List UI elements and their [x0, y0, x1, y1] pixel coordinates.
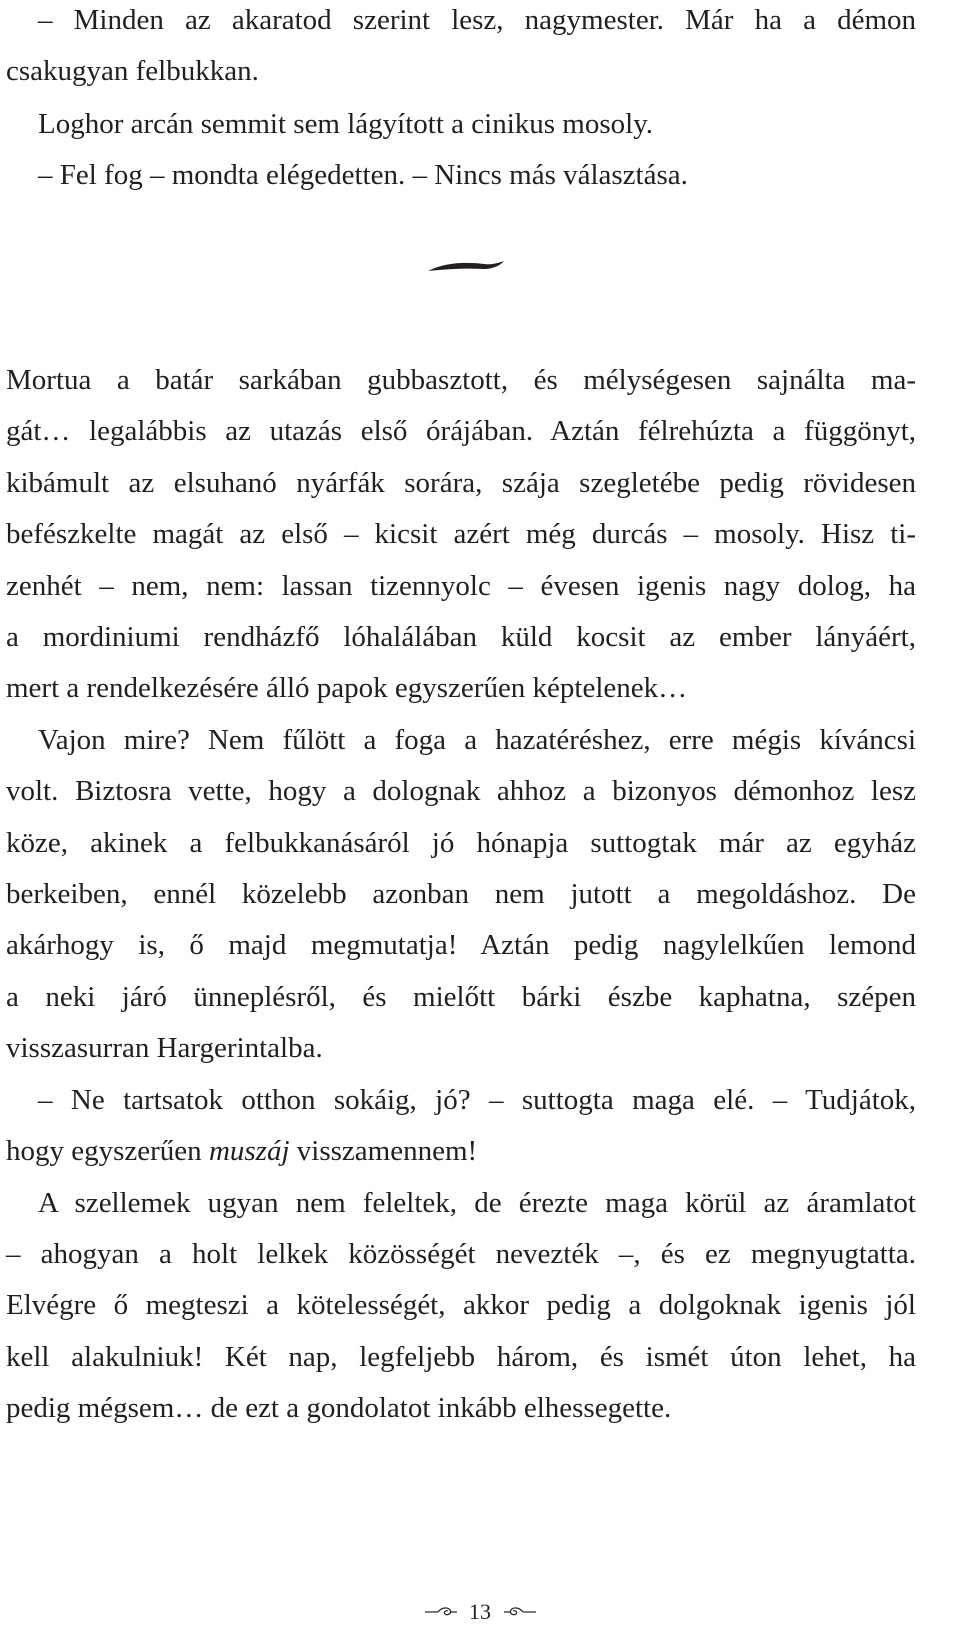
text-line: kell alakulniuk! Két nap, legfeljebb három, és ismét úton lehet, ha [6, 1341, 916, 1373]
text-line [6, 1131, 916, 1171]
text-line: berkeiben, ennél közelebb azonban nem jutott a megoldáshoz. De [6, 878, 916, 910]
text-line: Elvégre ő megteszi a kötelességét, akkor pedig a dolgoknak igenis jól [6, 1289, 916, 1321]
text-line: kibámult az elsuhanó nyárfák sorára, szája szegletébe pedig rövidesen [6, 467, 916, 499]
text-line: Loghor arcán semmit sem lágyított a cinikus mosoly. [38, 108, 654, 140]
text-line: A szellemek ugyan nem feleltek, de érezte maga körül az áramlatot [38, 1187, 916, 1219]
text-line: csakugyan felbukkan. [6, 55, 259, 87]
text-line: zenhét – nem, nem: lassan tizennyolc – évesen igenis nagy dolog, ha [6, 570, 916, 602]
text-line: akárhogy is, ő majd megmutatja! Aztán pedig nagylelkűen lemond [6, 929, 916, 961]
text-line: pedig mégsem… de ezt a gondolatot inkább elhessegette. [6, 1392, 672, 1424]
text-line: befészkelte magát az első – kicsit azért még durcás – mosoly. Hisz ti- [6, 518, 916, 550]
page-footer [0, 1595, 960, 1625]
text-line: gát… legalábbis az utazás első órájában. Aztán félrehúzta a függönyt, [6, 415, 916, 447]
text-run: visszamennem! [296, 1135, 478, 1167]
left-flourish-icon [424, 1606, 458, 1618]
text-line: – Minden az akaratod szerint lesz, nagymester. Már ha a démon [38, 4, 916, 36]
page-number: 13 [469, 1598, 491, 1624]
text-line: – Ne tartsatok otthon sokáig, jó? – suttogta maga elé. – Tudjátok, [38, 1084, 916, 1116]
text-line: Vajon mire? Nem fűlött a foga a hazatéréshez, erre mégis kíváncsi [38, 724, 916, 756]
text-line: a neki járó ünneplésről, és mielőtt bárki észbe kaphatna, szépen [6, 981, 916, 1013]
text-line: köze, akinek a felbukkanásáról jó hónapja suttogtak már az egyház [6, 827, 916, 859]
text-line: volt. Biztosra vette, hogy a dolognak ahhoz a bizonyos démonhoz lesz [6, 775, 916, 807]
text-line: mert a rendelkezésére álló papok egyszerűen képtelenek… [6, 672, 688, 704]
text-line: – Fel fog – mondta elégedetten. – Nincs más választása. [38, 159, 688, 191]
emphasis-text: muszáj [208, 1135, 290, 1167]
text-run: hogy egyszerűen [6, 1135, 202, 1167]
text-line: Mortua a batár sarkában gubbasztott, és mélységesen sajnálta ma- [6, 364, 916, 396]
text-line: a mordiniumi rendházfő lóhalálában küld kocsit az ember lányáért, [6, 621, 916, 653]
text-line: visszasurran Hargerintalba. [6, 1032, 323, 1064]
right-flourish-icon [503, 1606, 537, 1618]
section-break-ornament [426, 258, 506, 278]
text-line: – ahogyan a holt lelkek közösségét nevezték –, és ez megnyugtatta. [6, 1238, 916, 1270]
